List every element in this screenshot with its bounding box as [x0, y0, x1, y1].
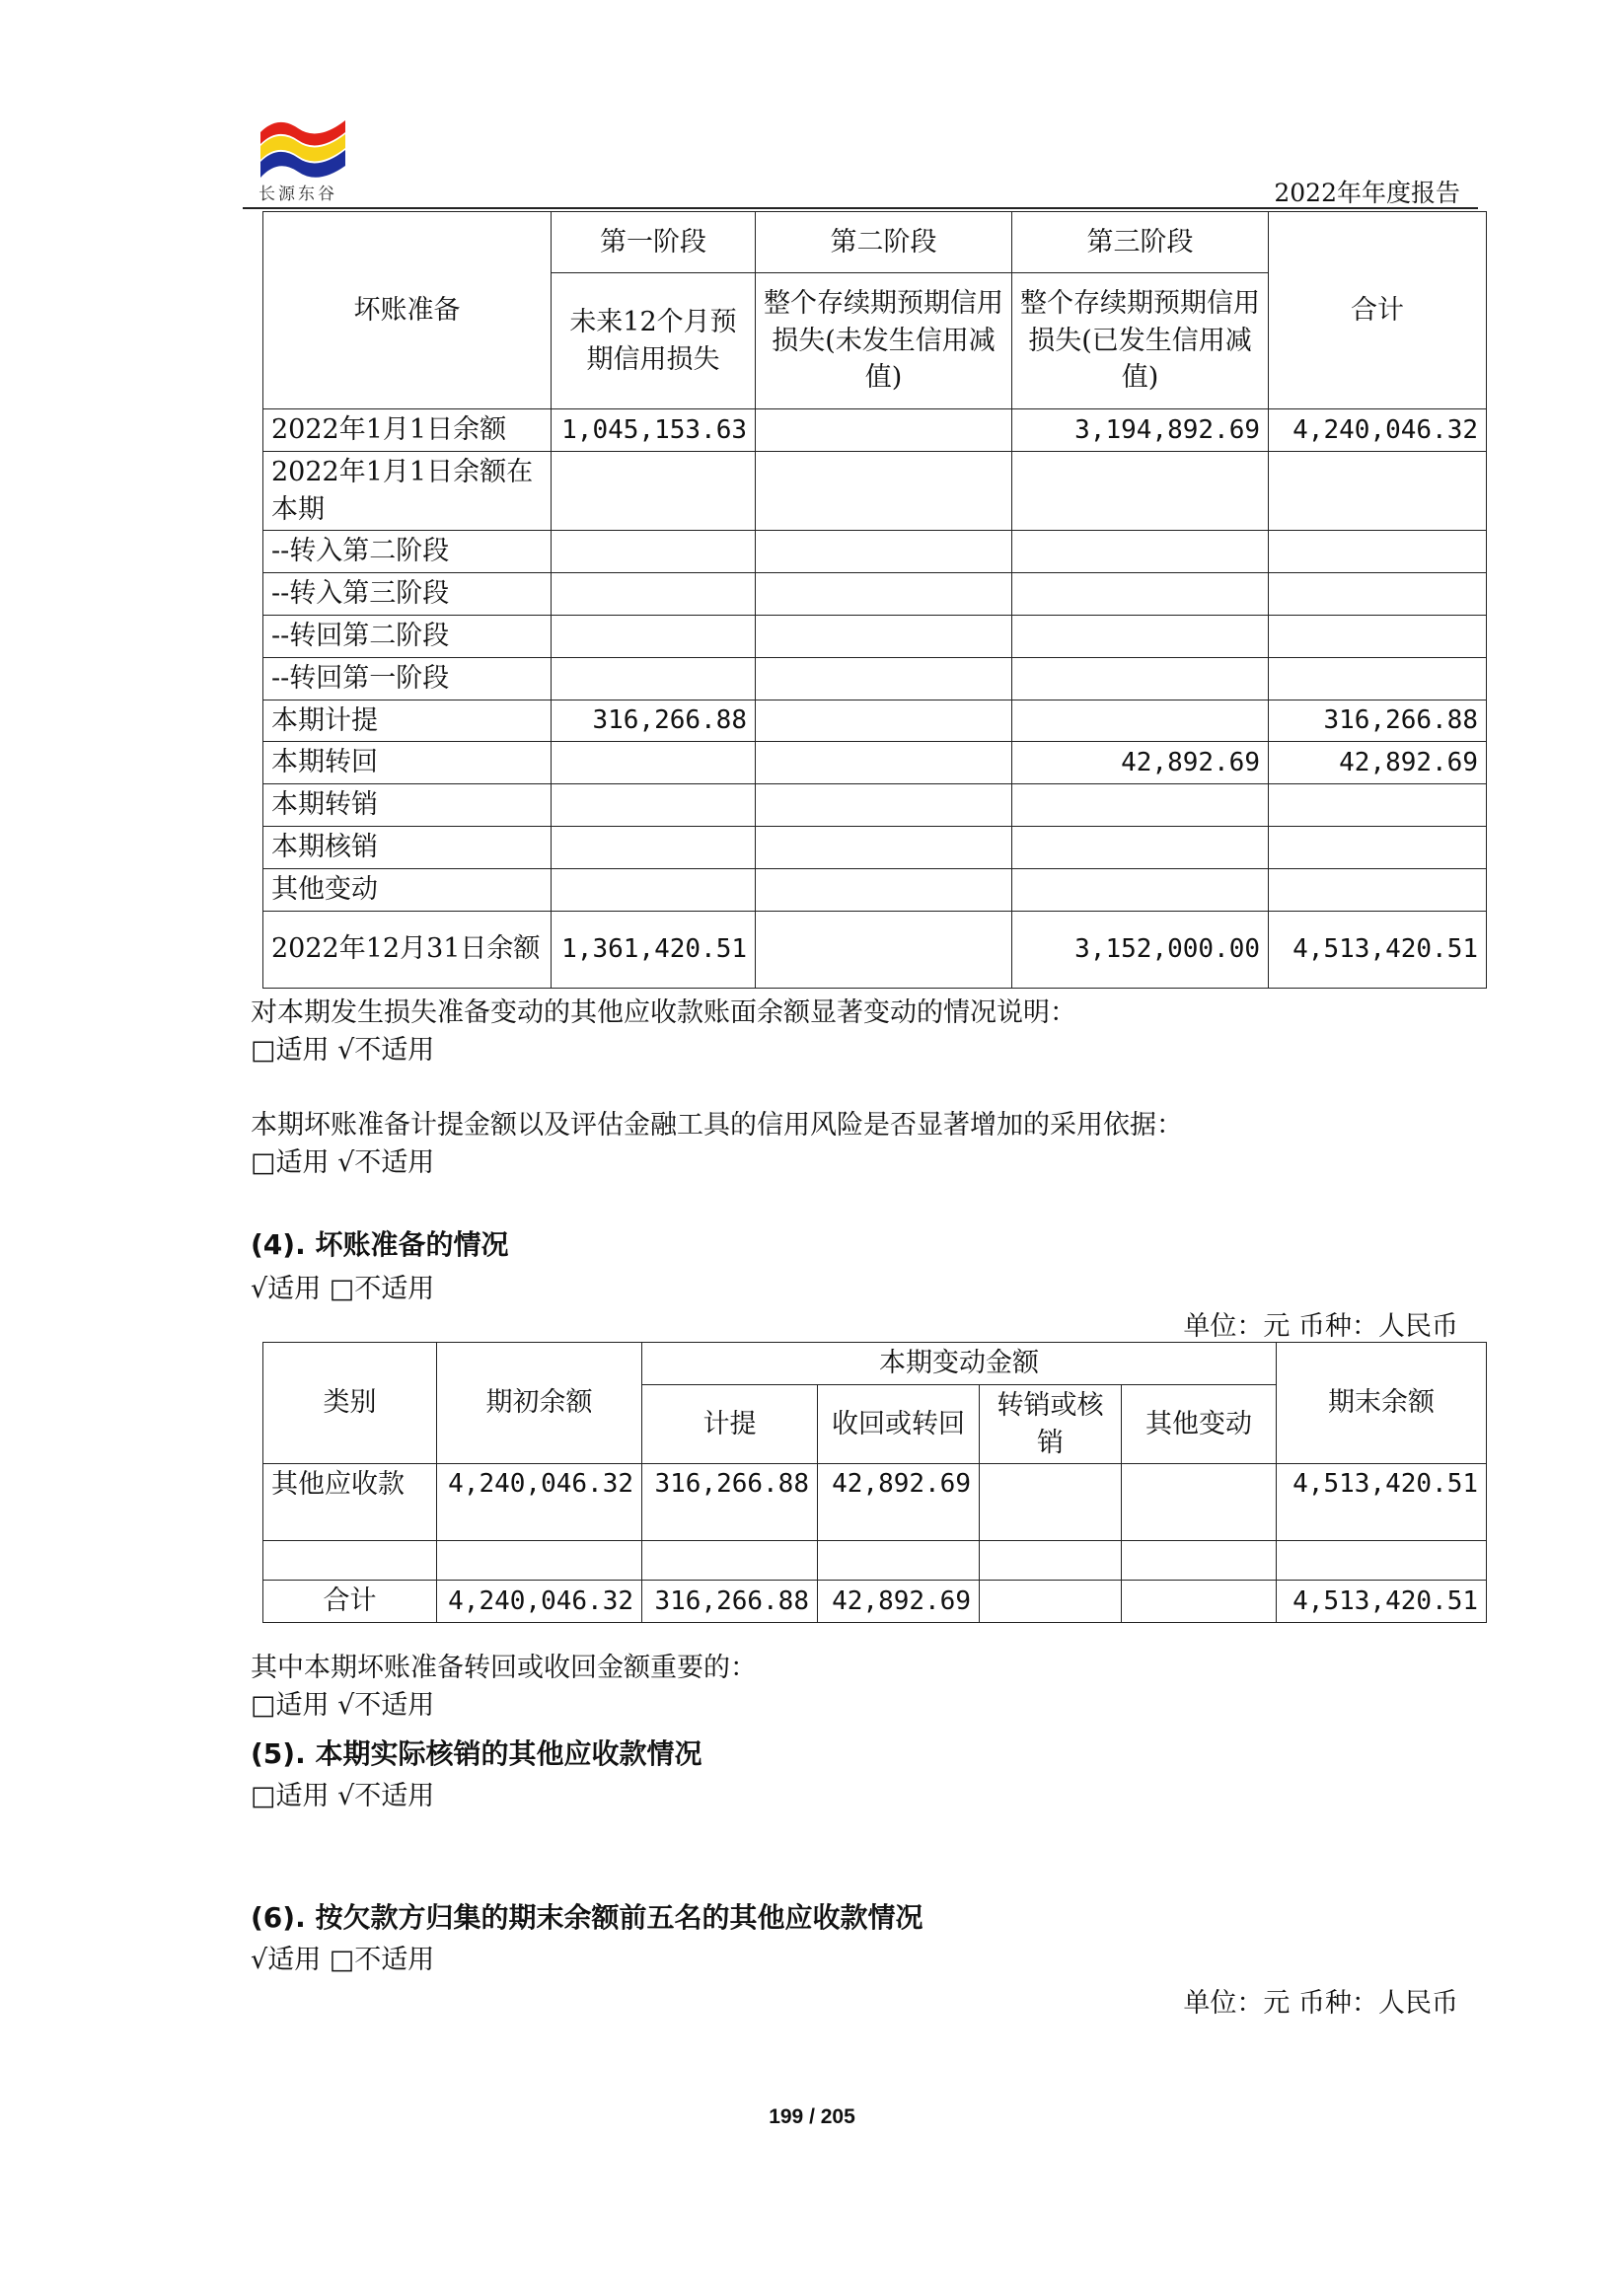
stage2-header: 第二阶段 — [756, 212, 1012, 273]
stage1-value — [552, 451, 756, 531]
total-value — [1269, 573, 1487, 616]
stage1-header: 第一阶段 — [552, 212, 756, 273]
note-balance-change-choice: □适用 √不适用 — [251, 1035, 435, 1066]
table-row — [263, 911, 1487, 988]
total-value: 42,892.69 — [1269, 742, 1487, 784]
total-value — [1269, 657, 1487, 700]
accrual-header: 计提 — [642, 1384, 818, 1464]
note-balance-change: 对本期发生损失准备变动的其他应收款账面余额显著变动的情况说明： — [251, 997, 1076, 1028]
stage1-value — [552, 784, 756, 827]
recovered-header: 收回或转回 — [818, 1384, 980, 1464]
report-title: 2022年年度报告 — [1274, 179, 1460, 207]
stage2-value — [756, 657, 1012, 700]
row-label: --转回第二阶段 — [263, 615, 552, 657]
category-cell — [263, 1541, 437, 1581]
stage1-value — [552, 657, 756, 700]
stage2-subheader: 整个存续期预期信用损失(未发生信用减值) — [756, 273, 1012, 409]
writeoff-header: 转销或核销 — [980, 1384, 1122, 1464]
table-row — [263, 1464, 1487, 1541]
section4-heading: (4). 坏账准备的情况 — [251, 1228, 509, 1261]
stage3-value — [1012, 700, 1269, 742]
stage3-value: 3,194,892.69 — [1012, 409, 1269, 452]
section4-choice: √适用 □不适用 — [251, 1274, 435, 1304]
stage2-value — [756, 911, 1012, 988]
stage1-value — [552, 615, 756, 657]
total-value — [1269, 615, 1487, 657]
row-label: 2022年1月1日余额在本期 — [263, 451, 552, 531]
section6-unit: 单位：元 币种：人民币 — [1183, 1988, 1458, 2019]
table-row — [263, 868, 1487, 911]
stage1-value: 1,361,420.51 — [552, 911, 756, 988]
table-row — [263, 409, 1487, 452]
total-value — [1269, 784, 1487, 827]
stage3-value: 3,152,000.00 — [1012, 911, 1269, 988]
stage1-value — [552, 531, 756, 573]
logo-graphic — [258, 114, 349, 184]
stage2-value — [756, 700, 1012, 742]
accrual-cell: 316,266.88 — [642, 1464, 818, 1541]
stage3-value — [1012, 451, 1269, 531]
total-value — [1269, 826, 1487, 868]
note-provision-basis: 本期坏账准备计提金额以及评估金融工具的信用风险是否显著增加的采用依据： — [251, 1110, 1183, 1141]
total-value: 316,266.88 — [1269, 700, 1487, 742]
closing-cell — [1277, 1541, 1487, 1581]
table-row — [263, 451, 1487, 531]
stage1-value — [552, 826, 756, 868]
stage2-value — [756, 451, 1012, 531]
recovered-cell: 42,892.69 — [818, 1581, 980, 1623]
other-change-header: 其他变动 — [1122, 1384, 1277, 1464]
stage3-value — [1012, 784, 1269, 827]
recovered-cell — [818, 1541, 980, 1581]
note-significant-recovery-choice: □适用 √不适用 — [251, 1690, 435, 1721]
row-label: 其他变动 — [263, 868, 552, 911]
table-row — [263, 657, 1487, 700]
other-change-cell — [1122, 1541, 1277, 1581]
category-cell: 其他应收款 — [263, 1464, 437, 1541]
row-label: 本期计提 — [263, 700, 552, 742]
note-provision-basis-choice: □适用 √不适用 — [251, 1147, 435, 1178]
corner-header: 坏账准备 — [263, 212, 552, 409]
row-label: 本期转销 — [263, 784, 552, 827]
other-change-cell — [1122, 1581, 1277, 1623]
provision-stage-table — [262, 211, 1487, 989]
accrual-cell — [642, 1541, 818, 1581]
stage3-value — [1012, 573, 1269, 616]
stage1-subheader: 未来12个月预期信用损失 — [552, 273, 756, 409]
table-row — [263, 784, 1487, 827]
accrual-cell: 316,266.88 — [642, 1581, 818, 1623]
stage3-value — [1012, 868, 1269, 911]
change-header: 本期变动金额 — [642, 1343, 1277, 1385]
total-value — [1269, 868, 1487, 911]
table-row — [263, 1581, 1487, 1623]
stage2-value — [756, 742, 1012, 784]
section6-choice: √适用 □不适用 — [251, 1945, 435, 1975]
stage1-value — [552, 742, 756, 784]
closing-cell: 4,513,420.51 — [1277, 1581, 1487, 1623]
stage1-value — [552, 573, 756, 616]
table-row — [263, 826, 1487, 868]
category-header: 类别 — [263, 1343, 437, 1464]
table-row — [263, 531, 1487, 573]
header-rule — [243, 207, 1478, 209]
stage3-value — [1012, 657, 1269, 700]
stage3-value — [1012, 531, 1269, 573]
section4-unit: 单位：元 币种：人民币 — [1183, 1311, 1458, 1342]
page-number: 199 / 205 — [769, 2105, 855, 2128]
opening-cell — [437, 1541, 642, 1581]
row-label: --转回第一阶段 — [263, 657, 552, 700]
writeoff-cell — [980, 1541, 1122, 1581]
stage1-value — [552, 868, 756, 911]
logo-text: 长源东谷 — [258, 184, 337, 204]
row-label: 本期转回 — [263, 742, 552, 784]
closing-header: 期末余额 — [1277, 1343, 1487, 1464]
opening-cell: 4,240,046.32 — [437, 1581, 642, 1623]
total-value — [1269, 531, 1487, 573]
provision-change-table — [262, 1342, 1487, 1623]
table-row — [263, 742, 1487, 784]
stage2-value — [756, 826, 1012, 868]
row-label: 本期核销 — [263, 826, 552, 868]
stage2-value — [756, 409, 1012, 452]
table-row — [263, 700, 1487, 742]
stage3-header: 第三阶段 — [1012, 212, 1269, 273]
other-change-cell — [1122, 1464, 1277, 1541]
stage3-value: 42,892.69 — [1012, 742, 1269, 784]
stage3-value — [1012, 615, 1269, 657]
total-value: 4,240,046.32 — [1269, 409, 1487, 452]
section6-heading: (6). 按欠款方归集的期末余额前五名的其他应收款情况 — [251, 1901, 923, 1934]
note-significant-recovery: 其中本期坏账准备转回或收回金额重要的： — [251, 1653, 757, 1683]
category-cell: 合计 — [263, 1581, 437, 1623]
row-label: --转入第二阶段 — [263, 531, 552, 573]
table-row — [263, 573, 1487, 616]
stage2-value — [756, 573, 1012, 616]
stage1-value: 316,266.88 — [552, 700, 756, 742]
stage2-value — [756, 868, 1012, 911]
total-value: 4,513,420.51 — [1269, 911, 1487, 988]
row-label: 2022年12月31日余额 — [263, 911, 552, 988]
table-row — [263, 1541, 1487, 1581]
row-label: --转入第三阶段 — [263, 573, 552, 616]
stage3-value — [1012, 826, 1269, 868]
total-value — [1269, 451, 1487, 531]
stage2-value — [756, 531, 1012, 573]
writeoff-cell — [980, 1464, 1122, 1541]
total-header: 合计 — [1269, 212, 1487, 409]
recovered-cell: 42,892.69 — [818, 1464, 980, 1541]
row-label: 2022年1月1日余额 — [263, 409, 552, 452]
table-row — [263, 615, 1487, 657]
stage2-value — [756, 615, 1012, 657]
writeoff-cell — [980, 1581, 1122, 1623]
section5-choice: □适用 √不适用 — [251, 1781, 435, 1811]
section5-heading: (5). 本期实际核销的其他应收款情况 — [251, 1737, 702, 1770]
opening-cell: 4,240,046.32 — [437, 1464, 642, 1541]
stage3-subheader: 整个存续期预期信用损失(已发生信用减值) — [1012, 273, 1269, 409]
stage1-value: 1,045,153.63 — [552, 409, 756, 452]
stage2-value — [756, 784, 1012, 827]
closing-cell: 4,513,420.51 — [1277, 1464, 1487, 1541]
opening-header: 期初余额 — [437, 1343, 642, 1464]
